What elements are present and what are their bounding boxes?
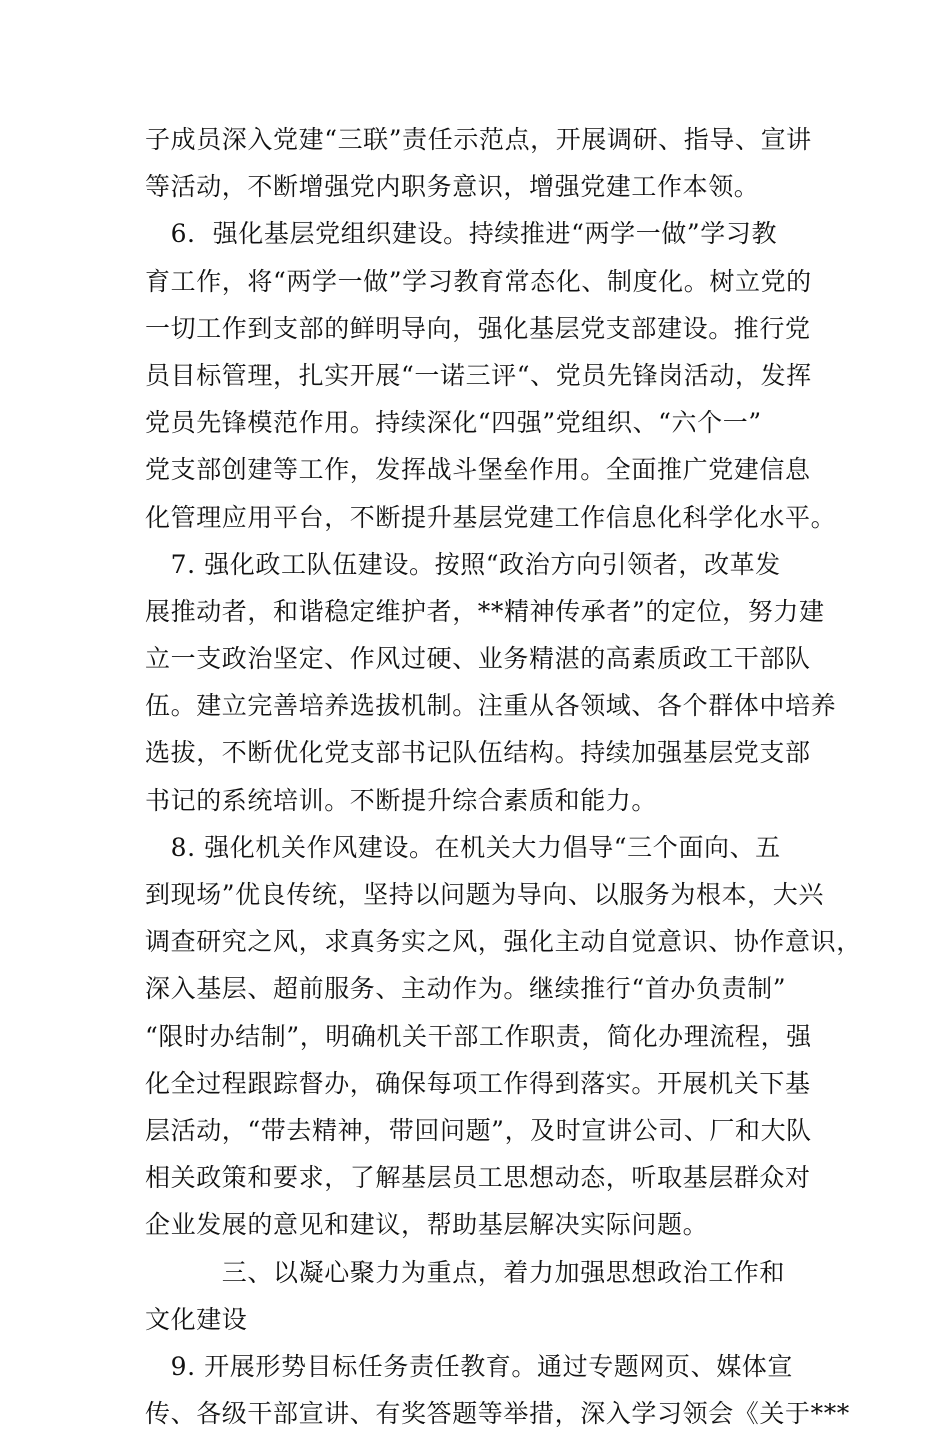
text-line-27: 9. 开展形势目标任务责任教育。通过专题网页、媒体宣 — [145, 1351, 794, 1381]
text-line-24: 企业发展的意见和建议，帮助基层解决实际问题。 — [145, 1210, 709, 1240]
text-line-1: 子成员深入党建“三联”责任示范点，开展调研、指导、宣讲 — [145, 125, 812, 154]
text-line-15: 书记的系统培训。不断提升综合素质和能力。 — [145, 785, 658, 815]
text-line-20: “限时办结制”，明确机关干部工作职责，简化办理流程，强 — [145, 1021, 812, 1051]
text-line-11: 展推动者，和谐稳定维护者，**精神传承者”的定位，努力建 — [145, 596, 825, 626]
text-line-28: 传、各级干部宣讲、有奖答题等举措，深入学习领会《关于*** — [145, 1399, 850, 1429]
text-line-16: 8. 强化机关作风建设。在机关大力倡导“三个面向、五 — [145, 832, 781, 862]
text-line-3: 6．强化基层党组织建设。持续推进“两学一做”学习教 — [145, 219, 778, 249]
text-line-19: 深入基层、超前服务、主动作为。继续推行“首办负责制” — [145, 974, 787, 1004]
text-line-23: 相关政策和要求，了解基层员工思想动态，听取基层群众对 — [145, 1163, 811, 1193]
text-line-2: 等活动，不断增强党内职务意识，增强党建工作本领。 — [145, 172, 760, 202]
text-line-8: 党支部创建等工作，发挥战斗堡垒作用。全面推广党建信息 — [145, 455, 811, 485]
text-line-17: 到现场”优良传统，坚持以问题为导向、以服务为根本，大兴 — [145, 880, 824, 909]
text-line-7: 党员先锋模范作用。持续深化“四强”党组织、“六个一” — [145, 408, 762, 438]
text-line-14: 选拔，不断优化党支部书记队伍结构。持续加强基层党支部 — [145, 738, 811, 768]
text-line-22: 层活动，“带去精神，带回问题”，及时宣讲公司、厂和大队 — [145, 1115, 812, 1145]
text-line-13: 伍。建立完善培养选拔机制。注重从各领域、各个群体中培养 — [145, 691, 837, 721]
text-line-9: 化管理应用平台，不断提升基层党建工作信息化科学化水平。 — [145, 502, 837, 532]
text-line-12: 立一支政治坚定、作风过硬、业务精湛的高素质政工干部队 — [145, 644, 811, 674]
body-text — [145, 116, 862, 1437]
section-heading-line-1: 三、以凝心聚力为重点，着力加强思想政治工作和 — [145, 1257, 786, 1287]
section-heading-line-2: 文化建设 — [145, 1304, 248, 1334]
text-line-6: 员目标管理，扎实开展“一诺三评“、党员先锋岗活动，发挥 — [145, 360, 812, 390]
text-line-5: 一切工作到支部的鲜明导向，强化基层党支部建设。推行党 — [145, 313, 811, 343]
text-line-4: 育工作，将“两学一做”学习教育常态化、制度化。树立党的 — [145, 266, 812, 296]
text-line-18: 调查研究之风，求真务实之风，强化主动自觉意识、协作意识， — [145, 927, 862, 957]
text-line-21: 化全过程跟踪督办，确保每项工作得到落实。开展机关下基 — [145, 1068, 811, 1098]
text-line-10: 7. 强化政工队伍建设。按照“政治方向引领者，改革发 — [145, 549, 781, 579]
